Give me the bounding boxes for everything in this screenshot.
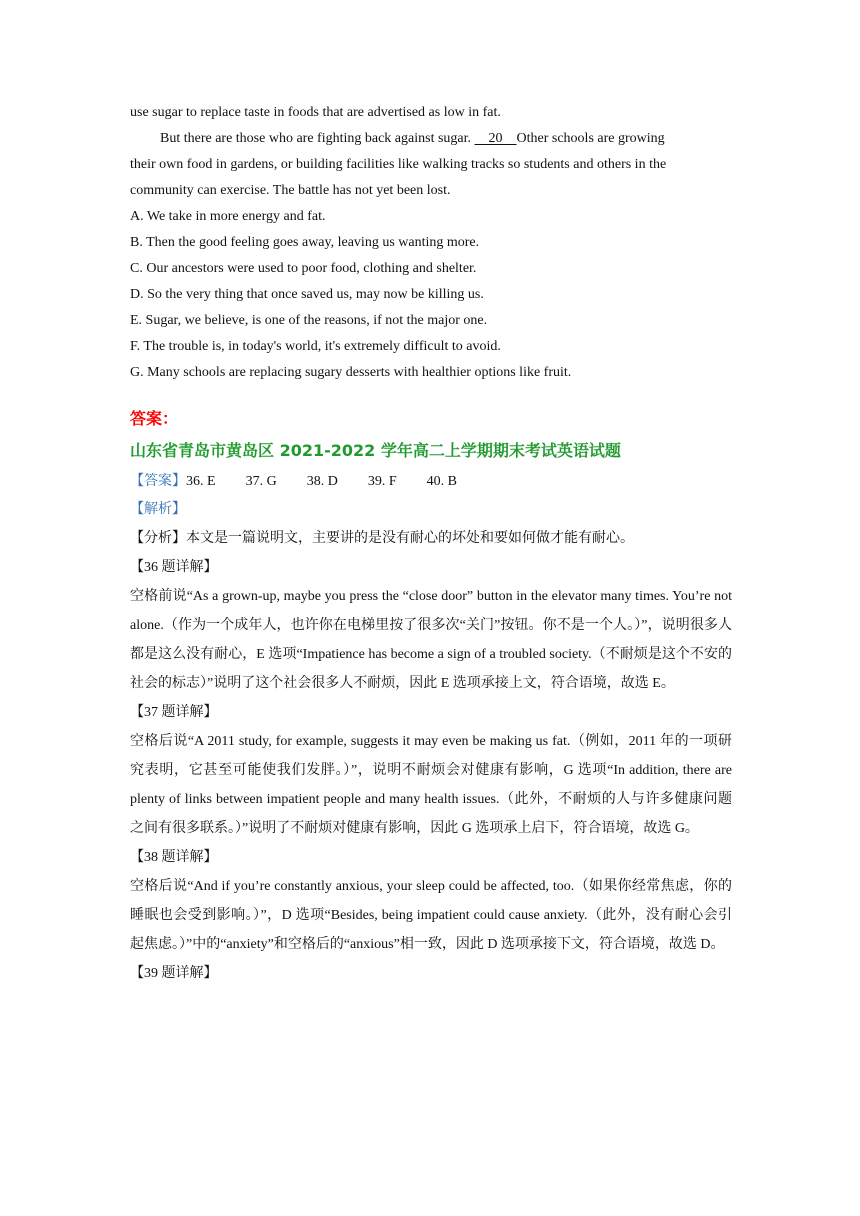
option-f: F. The trouble is, in today's world, it's extremely difficult to avoid. <box>130 339 501 354</box>
answer-item: 37. G <box>245 474 277 489</box>
source-title: 山东省青岛市黄岛区 2021-2022 学年高二上学期期末考试英语试题 <box>130 441 621 460</box>
option-a: A. We take in more energy and fat. <box>130 209 326 224</box>
section-body-38: 空格后说“And if you’re constantly anxious, your sleep could be affected, too.（如果你经常焦虑，你的睡眠也会受到影响。）”，D 选项“Besides, being impatient could cause anxiety.（此外，没有耐心会引起焦虑。）”中的“anxiety”和空格后的“anxious”相一致，因此 D 选项承接下文，符合语境，故选 D。 <box>130 879 732 952</box>
passage-text: But there are those who are fighting back against sugar. <box>160 131 472 146</box>
blank-20: 20 <box>488 131 503 146</box>
section-heading-36: 【36 题详解】 <box>130 560 218 575</box>
passage-text: Other schools are growing <box>516 131 665 146</box>
section-body-37: 空格后说“A 2011 study, for example, suggests it may even be making us fat.（例如，2011 年的一项研究表明，它甚至可能使我们发胖。）”，说明不耐烦会对健康有影响，G 选项“In addition, there are plenty of links between impatient people and many health issues.（此外，不耐烦的人与许多健康问题之间有很多联系。）”说明了不耐烦对健康有影响，因此 G 选项承上启下，符合语境，故选 G。 <box>130 734 732 836</box>
option-g: G. Many schools are replacing sugary desserts with healthier options like fruit. <box>130 365 572 380</box>
answer-item: 39. F <box>367 474 397 489</box>
analysis-summary: 【分析】本文是一篇说明文，主要讲的是没有耐心的坏处和要如何做才能有耐心。 <box>130 531 634 546</box>
section-heading-39: 【39 题详解】 <box>130 966 218 981</box>
option-e: E. Sugar, we believe, is one of the reasons, if not the major one. <box>130 313 488 328</box>
section-heading-38: 【38 题详解】 <box>130 850 218 865</box>
option-b: B. Then the good feeling goes away, leaving us wanting more. <box>130 235 480 250</box>
passage-line: use sugar to replace taste in foods that are advertised as low in fat. <box>130 105 501 120</box>
option-d: D. So the very thing that once saved us, may now be killing us. <box>130 287 484 302</box>
passage-line: their own food in gardens, or building facilities like walking tracks so students and others in the <box>130 157 667 172</box>
passage-line: community can exercise. The battle has not yet been lost. <box>130 183 451 198</box>
option-c: C. Our ancestors were used to poor food, clothing and shelter. <box>130 261 477 276</box>
answer-item: 38. D <box>306 474 338 489</box>
answer-item: 40. B <box>426 474 457 489</box>
answer-key-row <box>130 468 732 496</box>
analysis-tag: 【解析】 <box>130 502 186 517</box>
answer-item: 36. E <box>186 474 216 489</box>
document-page <box>130 100 732 988</box>
section-heading-37: 【37 题详解】 <box>130 705 218 720</box>
section-body-36: 空格前说“As a grown-up, maybe you press the “close door” button in the elevator many times. You’re not alone.（作为一个成年人，也许你在电梯里按了很多次“关门”按钮。你不是一个人。）”，说明很多人都是这么没有耐心，E 选项“Impatience has become a sign of a troubled society.（不耐烦是这个不安的社会的标志）”说明了这个社会很多人不耐烦，因此 E 选项承接上文，符合语境，故选 E。 <box>130 589 732 691</box>
answer-heading: 答案： <box>130 409 179 428</box>
passage-paragraph-start <box>130 126 732 152</box>
answer-tag: 【答案】 <box>130 474 186 489</box>
